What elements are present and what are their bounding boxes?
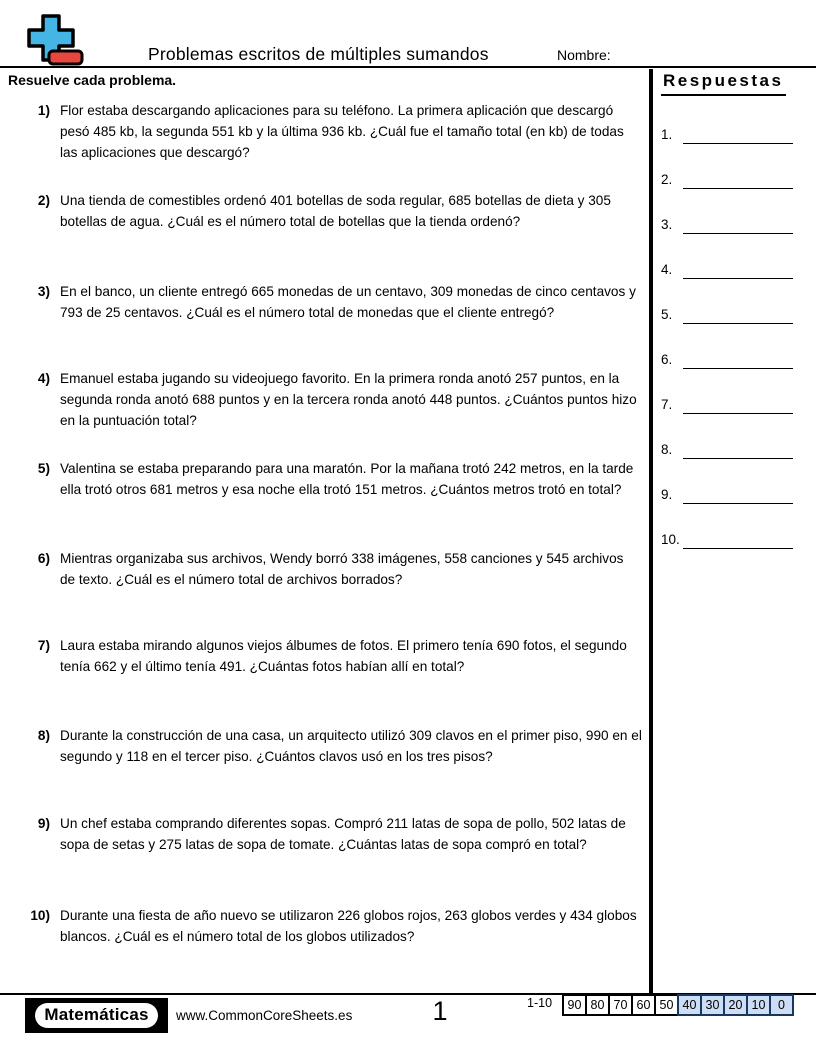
- score-cell: 90: [562, 994, 587, 1016]
- answer-blank-line: [683, 530, 793, 549]
- sidebar-divider: [649, 69, 653, 993]
- problem-item: [28, 635, 642, 677]
- problem-text: En el banco, un cliente entregó 665 monedas de un centavo, 309 monedas de cinco centavos y 793 de 25 centavos. ¿Cuál es el número total de monedas que el cliente entregó?: [60, 284, 636, 320]
- problem-item: [28, 190, 642, 232]
- problem-text: Flor estaba descargando aplicaciones para su teléfono. La primera aplicación que descargó pesó 485 kb, la segunda 551 kb y la última 936 kb. ¿Cuál fue el tamaño total (en kb) de todas las aplicaciones que descargó?: [60, 103, 624, 160]
- problem-number: 8): [37, 728, 50, 743]
- problem-item: [28, 725, 642, 767]
- answer-blank-line: [683, 170, 793, 189]
- problem-number: 2): [37, 193, 50, 208]
- problem-item: [28, 368, 642, 431]
- answer-blank-line: [683, 395, 793, 414]
- answer-row: [661, 347, 793, 369]
- answer-blank-line: [683, 260, 793, 279]
- answer-number: 9.: [661, 487, 673, 502]
- answers-title: Respuestas: [661, 71, 786, 96]
- brand-badge: [25, 998, 168, 1033]
- answer-number: 3.: [661, 217, 673, 232]
- problem-item: [28, 905, 642, 947]
- score-range-label: 1-10: [527, 996, 553, 1010]
- answer-row: [661, 167, 793, 189]
- answer-blank-line: [683, 350, 793, 369]
- score-table: [562, 994, 794, 1016]
- answer-number: 4.: [661, 262, 673, 277]
- answer-row: [661, 527, 793, 549]
- problem-text: Emanuel estaba jugando su videojuego favorito. En la primera ronda anotó 257 puntos, en la segunda ronda anotó 688 puntos y en la tercera ronda anotó 448 puntos. ¿Cuántos puntos hizo en la puntuación total?: [60, 371, 637, 428]
- problem-number: 7): [37, 638, 50, 653]
- answer-row: [661, 482, 793, 504]
- answer-row: [661, 257, 793, 279]
- score-cell: 0: [769, 994, 794, 1016]
- answer-number: 8.: [661, 442, 673, 457]
- score-cell: 70: [608, 994, 633, 1016]
- answer-row: [661, 392, 793, 414]
- answer-row: [661, 212, 793, 234]
- answer-blank-line: [683, 305, 793, 324]
- score-cell: 80: [585, 994, 610, 1016]
- answer-blank-line: [683, 125, 793, 144]
- answer-blank-line: [683, 440, 793, 459]
- answer-blank-line: [683, 485, 793, 504]
- answer-number: 1.: [661, 127, 673, 142]
- problem-item: [28, 813, 642, 855]
- score-cell: 40: [677, 994, 702, 1016]
- score-cell: 60: [631, 994, 656, 1016]
- problem-text: Durante la construcción de una casa, un arquitecto utilizó 309 clavos en el primer piso, 990 en el segundo y 118 en el tercer piso. ¿Cuántos clavos usó en los tres pisos?: [60, 728, 642, 764]
- score-cell: 30: [700, 994, 725, 1016]
- answer-number: 6.: [661, 352, 673, 367]
- problem-item: [28, 100, 642, 163]
- answer-number: 2.: [661, 172, 673, 187]
- problem-number: 9): [37, 816, 50, 831]
- answer-row: [661, 122, 793, 144]
- problem-item: [28, 281, 642, 323]
- answer-number: 7.: [661, 397, 673, 412]
- problem-number: 5): [37, 461, 50, 476]
- problem-item: [28, 548, 642, 590]
- problem-text: Un chef estaba comprando diferentes sopas. Compró 211 latas de sopa de pollo, 502 latas de sopa de setas y 275 latas de sopa de tomate. ¿Cuántas latas de sopa compró en total?: [60, 816, 626, 852]
- problem-number: 1): [37, 103, 50, 118]
- header-divider: [0, 66, 816, 68]
- problem-text: Durante una fiesta de año nuevo se utilizaron 226 globos rojos, 263 globos verdes y 434 globos blancos. ¿Cuál es el número total de los globos utilizados?: [60, 908, 637, 944]
- problem-text: Laura estaba mirando algunos viejos álbumes de fotos. El primero tenía 690 fotos, el segundo tenía 662 y el último tenía 491. ¿Cuántas fotos habían allí en total?: [60, 638, 627, 674]
- answer-row: [661, 302, 793, 324]
- problem-number: 4): [37, 371, 50, 386]
- problem-text: Una tienda de comestibles ordenó 401 botellas de soda regular, 685 botellas de dieta y 305 botellas de agua. ¿Cuál es el número total de botellas que la tienda ordenó?: [60, 193, 611, 229]
- score-cell: 20: [723, 994, 748, 1016]
- brand-label: Matemáticas: [35, 1003, 157, 1028]
- problem-text: Mientras organizaba sus archivos, Wendy borró 338 imágenes, 558 canciones y 545 archivos de texto. ¿Cuál es el número total de archivos borrados?: [60, 551, 624, 587]
- problem-text: Valentina se estaba preparando para una maratón. Por la mañana trotó 242 metros, en la tarde ella trotó otros 681 metros y esa noche ella trotó 151 metros. ¿Cuántos metros trotó en total?: [60, 461, 634, 497]
- answer-row: [661, 437, 793, 459]
- score-cell: 10: [746, 994, 771, 1016]
- answer-number: 10.: [661, 532, 680, 547]
- answer-number: 5.: [661, 307, 673, 322]
- score-cell: 50: [654, 994, 679, 1016]
- instruction-text: Resuelve cada problema.: [8, 72, 177, 88]
- problem-item: [28, 458, 642, 500]
- answer-blank-line: [683, 215, 793, 234]
- website-url: www.CommonCoreSheets.es: [176, 1008, 353, 1023]
- problem-number: 10): [30, 908, 50, 923]
- name-label: Nombre:: [557, 47, 611, 63]
- plus-minus-logo-icon: [22, 8, 84, 68]
- problem-number: 3): [37, 284, 50, 299]
- problem-number: 6): [37, 551, 50, 566]
- worksheet-title: Problemas escritos de múltiples sumandos: [148, 44, 489, 64]
- page-number: 1: [432, 996, 448, 1026]
